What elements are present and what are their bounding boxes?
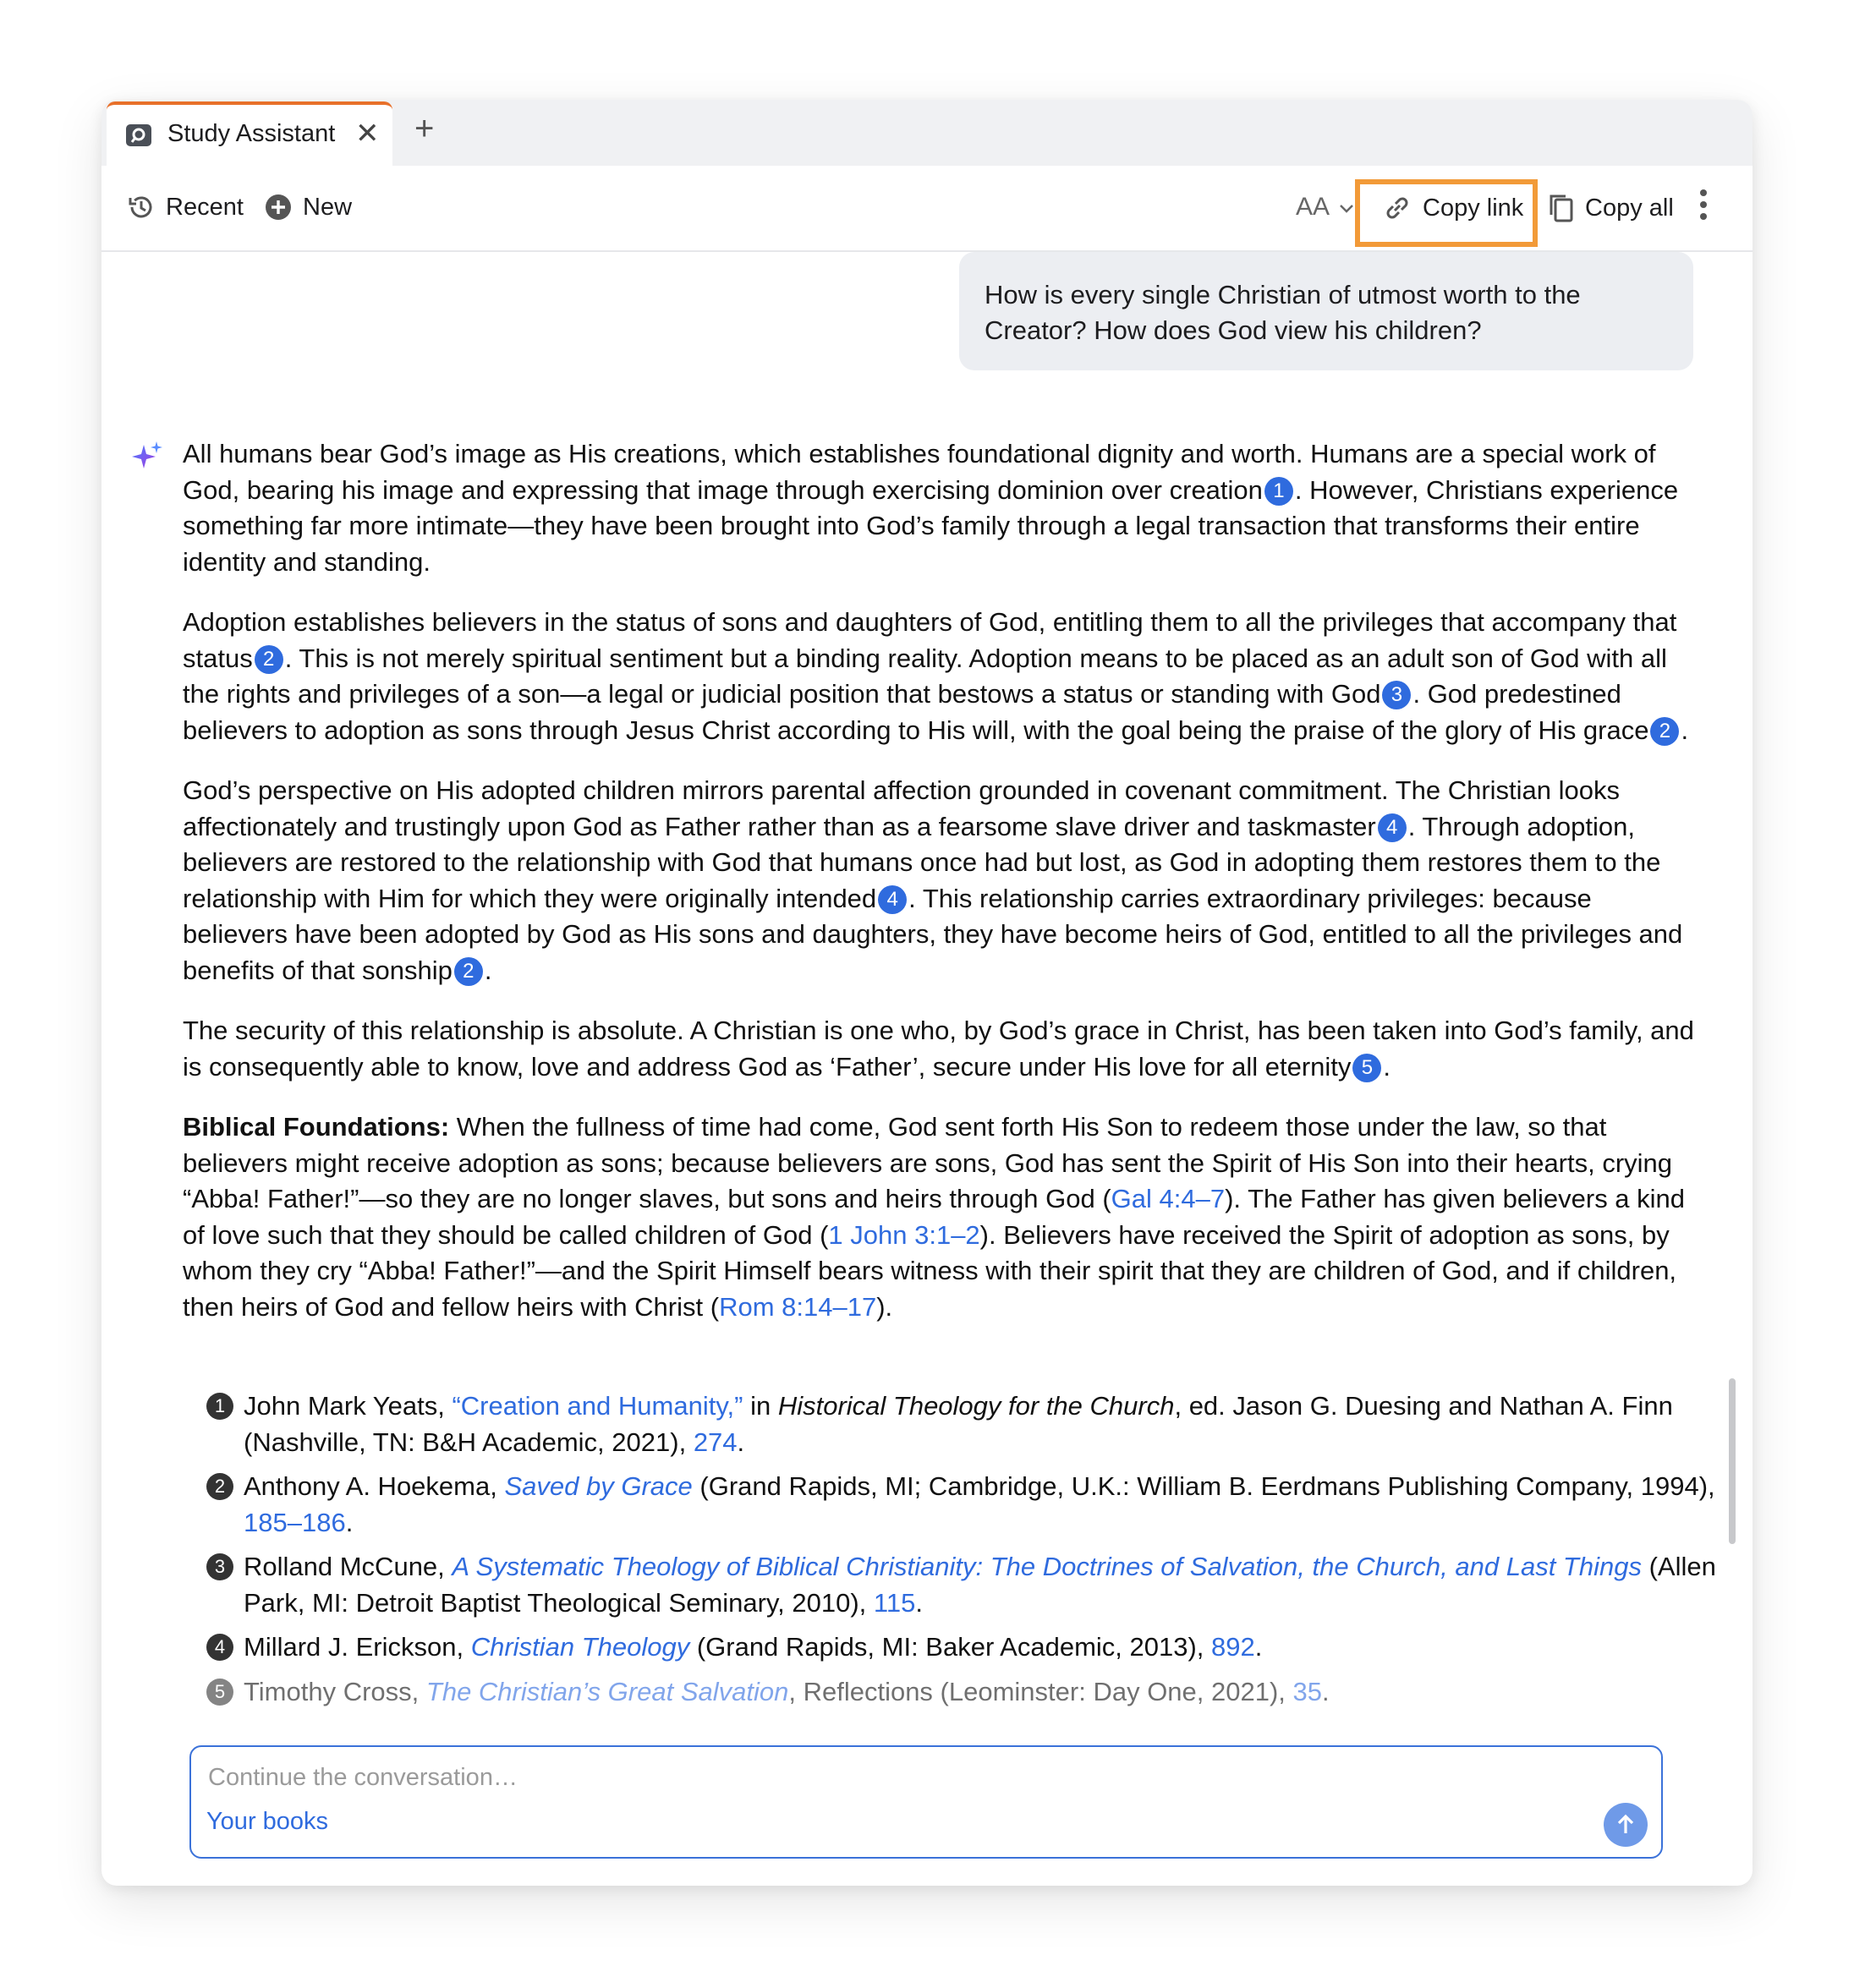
new-button[interactable] [264, 193, 352, 222]
answer-paragraph: The security of this relationship is absolute. A Christian is one who, by God’s grace in Christ, has been taken into God’s family, and is consequently able to know, love and address God as ‘Father’, secure under His love for all eternity 5 . [183, 1016, 1694, 1082]
link-icon [1382, 193, 1412, 223]
scripture-link[interactable]: 1 John 3:1–2 [828, 1219, 980, 1250]
scrollbar[interactable] [1729, 1378, 1736, 1544]
copy-all-button[interactable] [1548, 193, 1674, 223]
toolbar [101, 166, 1753, 252]
reference-page-link[interactable]: 185–186 [244, 1507, 346, 1537]
reference-title-link[interactable]: Saved by Grace [504, 1471, 693, 1501]
answer-paragraph: Biblical Foundations: When the fullness of time had come, God sent forth His Son to redeem those under the law, so that believers might receive adoption as sons; because believers are sons, God has sent the Spirit of His Son into their hearts, crying “Abba! Father!”—so they are no longer slaves, but sons and heirs through God (Gal 4:4–7). The Father has given believers a kind of love such that they should be called children of God (1 John 3:1–2). Believers have received the Spirit of adoption as sons, by whom they cry “Abba! Father!”—and the Spirit Himself bears witness with their spirit that they are children of God, and if children, then heirs of God and fellow heirs with Christ (Rom 8:14–17). [183, 1112, 1686, 1322]
citation-badge[interactable]: 4 [1378, 813, 1407, 842]
reference-number: 2 [206, 1473, 233, 1500]
reference-item: 3 Rolland McCune, A Systematic Theology of Biblical Christianity: The Doctrines of Salvation, the Church, and Last Things (Allen Park, MI: Detroit Baptist Theological Seminary, 2010), 115. [206, 1549, 1746, 1621]
copy-link-button[interactable] [1382, 193, 1523, 223]
scripture-link[interactable]: Gal 4:4–7 [1111, 1184, 1226, 1213]
reference-item: 1 John Mark Yeats, “Creation and Humanity,” in Historical Theology for the Church, ed. Jason G. Duesing and Nathan A. Finn (Nashville, TN: B&H Academic, 2021), 274. [206, 1388, 1746, 1460]
assistant-answer [183, 436, 1698, 1350]
font-size-icon: AA [1296, 193, 1329, 221]
citation-badge[interactable]: 2 [255, 645, 283, 674]
copy-all-label: Copy all [1585, 194, 1674, 222]
tab-title: Study Assistant [167, 120, 336, 147]
tab-study-assistant[interactable] [107, 101, 392, 166]
reference-title-link[interactable]: “Creation and Humanity,” [452, 1391, 743, 1421]
citation-badge[interactable]: 1 [1264, 477, 1293, 506]
reference-number: 1 [206, 1393, 233, 1420]
reference-item: 2 Anthony A. Hoekema, Saved by Grace (Grand Rapids, MI; Cambridge, U.K.: William B. Eerdmans Publishing Company, 1994), 185–186. [206, 1469, 1746, 1541]
composer [189, 1745, 1663, 1859]
reference-title-link[interactable]: The Christian’s Great Salvation [425, 1676, 789, 1706]
copy-icon [1548, 193, 1575, 223]
reference-number: 3 [206, 1553, 233, 1580]
section-heading: Biblical Foundations: [183, 1112, 450, 1142]
reference-page-link[interactable]: 892 [1211, 1632, 1255, 1662]
recent-button[interactable] [127, 193, 244, 222]
reference-title-link[interactable]: A Systematic Theology of Biblical Christianity: The Doctrines of Salvation, the Church, and Last Things [452, 1552, 1642, 1581]
reference-number: 5 [206, 1679, 233, 1706]
more-vertical-icon[interactable] [1698, 189, 1709, 223]
sparkle-icon [130, 440, 164, 474]
reference-page-link[interactable]: 115 [873, 1587, 916, 1618]
font-size-button[interactable] [1296, 193, 1354, 222]
answer-paragraph: Adoption establishes believers in the status of sons and daughters of God, entitling them to all the privileges that accompany that status 2 . This is not merely spiritual sentiment but a binding reality. Adoption means to be placed as an adult son of God with all the rights and privileges of a son—a legal or judicial position that bestows a status or standing with God 3 . God predestined believers to adoption as sons through Jesus Christ according to His will, with the goal being the praise of the glory of His grace 2 . [183, 607, 1689, 745]
citation-badge[interactable]: 2 [454, 957, 483, 986]
close-icon[interactable]: ✕ [355, 118, 380, 150]
reference-list [206, 1388, 1746, 1718]
plus-icon[interactable]: + [414, 110, 435, 147]
citation-badge[interactable]: 3 [1382, 681, 1411, 709]
citation-badge[interactable]: 4 [878, 885, 907, 914]
your-books-link[interactable]: Your books [206, 1808, 329, 1835]
conversation-input[interactable] [206, 1757, 1605, 1798]
reference-page-link[interactable]: 35 [1292, 1676, 1323, 1706]
reference-title-link[interactable]: Christian Theology [470, 1632, 690, 1662]
plus-circle-icon [264, 193, 293, 222]
study-assistant-icon [125, 123, 152, 149]
reference-item: 4 Millard J. Erickson, Christian Theology (Grand Rapids, MI: Baker Academic, 2013), 892. [206, 1629, 1746, 1666]
chevron-down-icon [1339, 203, 1354, 215]
tab-bar [101, 100, 1753, 166]
citation-badge[interactable]: 2 [1650, 717, 1679, 746]
recent-label: Recent [166, 193, 244, 221]
send-button[interactable] [1604, 1803, 1648, 1847]
reference-page-link[interactable]: 274 [693, 1427, 738, 1457]
app-window [101, 100, 1753, 1886]
answer-paragraph: God’s perspective on His adopted children mirrors parental affection grounded in covenant commitment. The Christian looks affectionately and trustingly upon God as Father rather than as a fearsome slave driver and taskmaster 4 . Through adoption, believers are restored to the relationship with God that humans once had but lost, as God in adopting them restores them to the relationship with Him for which they were originally intended 4 . This relationship carries extraordinary privileges: because believers have been adopted by God as His sons and daughters, they have become heirs of God, entitled to all the privileges and benefits of that sonship 2 . [183, 775, 1683, 985]
scripture-link[interactable]: Rom 8:14–17 [719, 1291, 877, 1322]
arrow-up-icon [1613, 1812, 1638, 1837]
reference-item: 5 Timothy Cross, The Christian’s Great Salvation, Reflections (Leominster: Day One, 2021), 35. [206, 1674, 1746, 1711]
citation-badge[interactable]: 5 [1352, 1054, 1381, 1082]
answer-paragraph: All humans bear God’s image as His creations, which establishes foundational dignity and worth. Humans are a special work of God, bearing his image and expressing that image through exercising dominion over creation 1 . However, Christians experience something far more intimate—they have been brought into God’s family through a legal transaction that transforms their entire identity and standing. [183, 439, 1679, 577]
history-icon [127, 193, 156, 222]
new-label: New [303, 193, 353, 221]
reference-number: 4 [206, 1634, 233, 1661]
copy-link-label: Copy link [1423, 194, 1524, 222]
user-question: How is every single Christian of utmost worth to the Creator? How does God view his children? [959, 252, 1693, 370]
